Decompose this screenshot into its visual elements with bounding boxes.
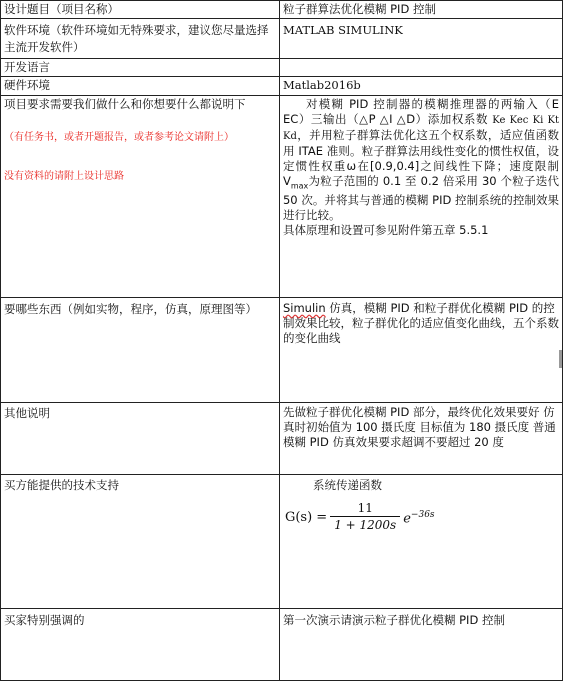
row-support bbox=[1, 475, 563, 609]
emphasis-label: 买家特别强调的 bbox=[1, 609, 280, 681]
language-value bbox=[279, 59, 562, 77]
coef-ki: Ki bbox=[532, 115, 544, 126]
formula-lhs: G(s) = bbox=[284, 509, 328, 525]
scrollbar-fragment bbox=[559, 350, 562, 368]
support-value bbox=[279, 475, 562, 609]
language-label: 开发语言 bbox=[1, 59, 280, 77]
title-value: 粒子群算法优化模糊 PID 控制 bbox=[279, 1, 562, 19]
software-label: 软件环境（软件环境如无特殊要求，建议您尽量选择主流开发软件） bbox=[1, 19, 280, 59]
coef-kec: Kec bbox=[509, 115, 529, 126]
formula-numerator: 11 bbox=[357, 501, 373, 515]
requirements-text-start: 对模糊 PID 控制器的模糊推理器的两输入（E EC）三输出（△P △I △D）添加权系数 bbox=[282, 97, 559, 126]
hardware-label: 硬件环境 bbox=[1, 77, 280, 96]
requirements-reference: 具体原理和设置可参见附件第五章 5.5.1 bbox=[282, 223, 489, 238]
vmax-subscript: max bbox=[290, 181, 309, 191]
coef-kt: Kt bbox=[547, 115, 560, 126]
requirements-value-cell bbox=[279, 96, 562, 298]
row-deliverables bbox=[1, 298, 563, 403]
requirements-label-cell bbox=[1, 96, 280, 298]
row-title bbox=[1, 1, 563, 19]
requirements-note-attach: （有任务书，或者开题报告，或者参考论文请附上） bbox=[4, 132, 234, 143]
title-label: 设计题目（项目名称） bbox=[1, 1, 280, 19]
transfer-function-caption: 系统传递函数 bbox=[312, 478, 382, 492]
row-emphasis bbox=[1, 609, 563, 681]
formula-base: e bbox=[403, 511, 411, 527]
row-software bbox=[1, 19, 563, 59]
other-value: 先做粒子群优化模糊 PID 部分，最终优化效果要好 仿真时初始值为 100 摄氏度 目标值为 180 摄氏度 普通模糊 PID 仿真效果要求超调不要超过 20 度 bbox=[279, 403, 562, 475]
transfer-function-formula bbox=[285, 501, 559, 533]
coef-ke: Ke bbox=[492, 115, 506, 126]
requirements-note-idea: 没有资料的请附上设计思路 bbox=[4, 171, 124, 182]
other-label: 其他说明 bbox=[1, 403, 280, 475]
row-requirements bbox=[1, 96, 563, 298]
hardware-value: Matlab2016b bbox=[279, 77, 562, 96]
row-language bbox=[1, 59, 563, 77]
row-other bbox=[1, 403, 563, 475]
support-label: 买方能提供的技术支持 bbox=[1, 475, 280, 609]
deliverables-label: 要哪些东西（例如实物，程序，仿真，原理图等） bbox=[1, 298, 280, 403]
requirements-label: 项目要求需要我们做什么和你想要什么都说明下 bbox=[4, 97, 246, 111]
formula-exponential bbox=[403, 508, 434, 526]
requirements-paragraph bbox=[283, 97, 559, 223]
simulink-word: Simulin bbox=[282, 301, 326, 315]
deliverables-value bbox=[279, 298, 562, 403]
requirements-text-mid: ，并用粒子群算法优化这五个权系数，适应值函数用 ITAE 准则。粒子群算法用线性变化的惯性权值，设定惯性权重ω在[0.9,0.4]之间线性下降；速度限制 V bbox=[282, 128, 559, 188]
software-value: MATLAB SIMULINK bbox=[279, 19, 562, 59]
emphasis-value: 第一次演示请演示粒子群优化模糊 PID 控制 bbox=[279, 609, 562, 681]
formula-denominator: 1 + 1200s bbox=[330, 516, 400, 533]
requirements-text-end: 为粒子范围的 0.1 至 0.2 倍采用 30 个粒子迭代 50 次。并将其与普通的模糊 PID 控制系统的控制效果进行比较。 bbox=[282, 174, 559, 223]
formula-fraction bbox=[330, 501, 400, 533]
deliverables-text: 仿真，模糊 PID 和粒子群优化模糊 PID 的控制效果比较，粒子群优化的适应值变化曲线，五个系数的变化曲线 bbox=[282, 301, 559, 345]
formula-exponent: −36s bbox=[410, 509, 435, 520]
row-hardware bbox=[1, 77, 563, 96]
coef-kd: Kd bbox=[282, 131, 297, 142]
